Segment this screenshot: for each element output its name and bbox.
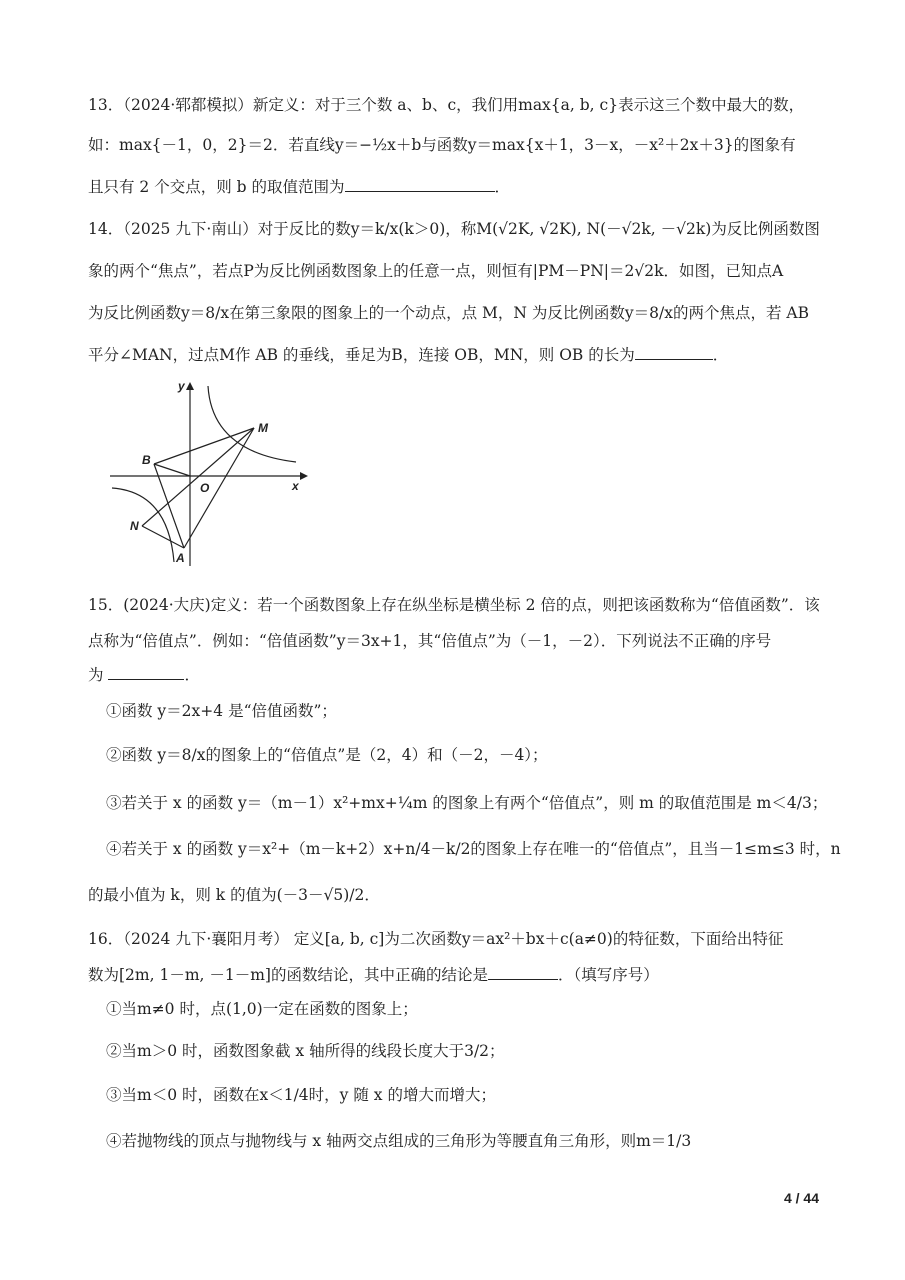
problem-13-line-2: 如：max{－1，0，2}＝2．若直线y＝−½x＋b与函数y＝max{x＋1，3－x，－x²＋2x＋3}的图象有 xyxy=(88,136,796,154)
hyperbola-branch-first-quadrant xyxy=(208,386,296,462)
label-n: N xyxy=(130,519,139,533)
problem-14-line-4 xyxy=(88,342,728,368)
problem-16-tail: ．（填写序号） xyxy=(557,966,659,984)
segment-mb xyxy=(154,428,254,464)
problem-16-text: 数为[2m, 1－m, －1－m]的函数结论，其中正确的结论是 xyxy=(88,966,488,984)
problem-16-item-3: ③当m＜0 时，函数在x＜1/4时，y 随 x 的增大而增大； xyxy=(106,1086,496,1104)
label-y: y xyxy=(178,379,185,393)
x-axis-arrow xyxy=(300,472,308,480)
answer-blank-15 xyxy=(108,665,184,680)
problem-15-line-1: 15．(2024·大庆)定义：若一个函数图象上存在纵坐标是横坐标 2 倍的点，则把该函数称为“倍值函数”．该 xyxy=(88,596,820,614)
page-number: 4 / 44 xyxy=(783,1190,819,1206)
y-axis-arrow xyxy=(186,382,194,390)
segment-ob xyxy=(154,464,190,476)
problem-14-text: 平分∠MAN，过点M作 AB 的垂线，垂足为B，连接 OB，MN，则 OB 的长为 xyxy=(88,346,635,364)
problem-13-tail: ． xyxy=(494,178,511,196)
problem-15-item-2: ②函数 y＝8/x的图象上的“倍值点”是（2，4）和（－2，－4）； xyxy=(106,746,548,764)
problem-16-item-4: ④若抛物线的顶点与抛物线与 x 轴两交点组成的三角形为等腰直角三角形，则m＝1/3 xyxy=(106,1132,692,1150)
label-b: B xyxy=(142,453,151,467)
problem-15-item-4-cont: 的最小值为 k，则 k 的值为(－3－√5)/2． xyxy=(88,886,380,904)
problem-13-line-1: 13．（2024·郓都模拟）新定义：对于三个数 a、b、c，我们用max{a, b, c}表示这三个数中最大的数， xyxy=(88,96,805,114)
problem-16-item-1: ①当m≠0 时，点(1,0)一定在函数的图象上； xyxy=(106,1000,418,1018)
segment-ma xyxy=(184,428,254,548)
label-a: A xyxy=(176,551,185,565)
label-m: M xyxy=(258,421,268,435)
problem-15-text: 为 xyxy=(88,666,104,684)
problem-14-tail: ． xyxy=(712,346,729,364)
problem-16-line-1: 16．（2024 九下·襄阳月考） 定义[a, b, c]为二次函数y＝ax²＋bx＋c(a≠0)的特征数，下面给出特征 xyxy=(88,930,784,948)
problem-15-line-2: 点称为“倍值点”．例如：“倍值函数”y＝3x+1，其“倍值点”为（－1，－2）．下列说法不正确的序号 xyxy=(88,632,772,650)
problem-15-item-1: ①函数 y＝2x+4 是“倍值函数”； xyxy=(106,702,337,720)
answer-blank-16 xyxy=(488,965,558,980)
problem-15-item-4: ④若关于 x 的函数 y＝x²+（m－k+2）x+n/4－k/2的图象上存在唯一的“倍值点”，且当－1≤m≤3 时，n xyxy=(106,840,841,858)
label-o: O xyxy=(200,481,210,495)
problem-13-text: 且只有 2 个交点，则 b 的取值范围为 xyxy=(88,178,345,196)
problem-14-line-2: 象的两个“焦点”，若点P为反比例函数图象上的任意一点，则恒有|PM－PN|＝2√2k．如图，已知点A xyxy=(88,262,784,280)
problem-14-line-1: 14．（2025 九下·南山）对于反比的数y＝k/x(k＞0)，称M(√2K, √2K), N(－√2k, －√2k)为反比例函数图 xyxy=(88,220,820,238)
hyperbola-figure xyxy=(104,376,309,572)
problem-13-line-3 xyxy=(88,174,510,200)
problem-15-tail: ． xyxy=(184,666,200,684)
problem-16-item-2: ②当m＞0 时，函数图象截 x 轴所得的线段长度大于3/2； xyxy=(106,1042,505,1060)
problem-15-item-3: ③若关于 x 的函数 y＝（m－1）x²+mx+¼m 的图象上有两个“倍值点”，则 m 的取值范围是 m＜4/3； xyxy=(106,794,828,812)
label-x: x xyxy=(292,479,299,493)
answer-blank-13 xyxy=(345,177,495,192)
answer-blank-14 xyxy=(635,345,713,360)
problem-14-line-3: 为反比例函数y＝8/x在第三象限的图象上的一个动点，点 M，N 为反比例函数y＝8/x的两个焦点，若 AB xyxy=(88,304,809,322)
problem-15-line-3 xyxy=(88,662,200,688)
problem-16-line-2 xyxy=(88,962,659,988)
